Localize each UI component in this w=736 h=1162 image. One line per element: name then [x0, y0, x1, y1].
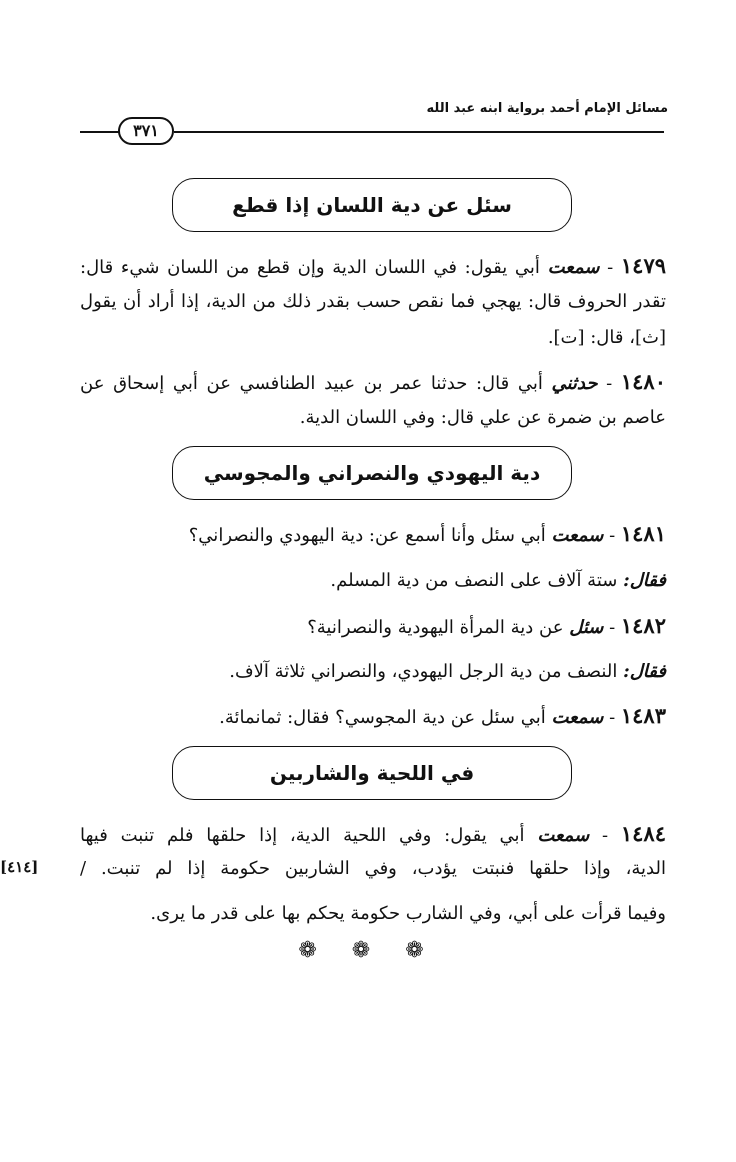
entry-lead: سمعت	[551, 525, 604, 546]
entry-text: أبي سئل وأنا أسمع عن: دية اليهودي والنصراني؟	[188, 525, 546, 546]
answer-text: النصف من دية الرجل اليهودي، والنصراني ثلاثة آلاف.	[229, 661, 618, 682]
dash: -	[589, 825, 621, 846]
entry-number: ١٤٨١	[620, 521, 666, 546]
entry-number: ١٤٨٣	[620, 703, 666, 728]
entry-lead: حدثني	[551, 373, 598, 394]
entry-number: ١٤٨٢	[620, 613, 666, 638]
section-title-jew-christian-magian: دية اليهودي والنصراني والمجوسي	[172, 446, 572, 500]
entry-text: أبي سئل عن دية المجوسي؟ فقال: ثمانمائة.	[219, 707, 546, 728]
entry-text: أبي قال: حدثنا عمر بن عبيد الطنافسي عن أبي إسحاق عن	[80, 373, 543, 394]
entry-1482-question	[307, 610, 666, 642]
section-title-beard-moustache: في اللحية والشاربين	[172, 746, 572, 800]
page-number: ٣٧١	[118, 117, 174, 145]
section-title-tongue: سئل عن دية اللسان إذا قطع	[172, 178, 572, 232]
entry-lead: سئل	[569, 617, 604, 638]
entry-lead: سمعت	[537, 825, 590, 846]
entry-text: عن دية المرأة اليهودية والنصرانية؟	[307, 617, 564, 638]
dash: -	[603, 707, 621, 728]
entry-lead: سمعت	[551, 707, 604, 728]
header-rule-right	[174, 131, 664, 133]
answer-lead: فقال:	[623, 661, 666, 682]
dash: -	[597, 373, 621, 394]
entry-1480-line-2: عاصم بن ضمرة عن علي قال: وفي اللسان الدية.	[299, 407, 666, 428]
ornament-divider: ❁ ❁ ❁	[298, 938, 438, 963]
entry-1482-answer	[229, 656, 666, 688]
entry-1480-line-1	[80, 366, 666, 398]
entry-number: ١٤٧٩	[620, 253, 667, 278]
entry-1484-line-3: وفيما قرأت على أبي، وفي الشارب حكومة يحكم بها على قدر ما يرى.	[150, 903, 666, 924]
margin-manuscript-folio: [٤١٤]	[0, 858, 39, 876]
entry-1479-line-3: [ث]، قال: [ت].	[547, 327, 666, 348]
running-title: مسائل الإمام أحمد برواية ابنه عبد الله	[426, 101, 668, 116]
entry-1479-line-2: تقدر الحروف قال: يهجي فما نقص حسب بقدر ذلك من الدية، إذا أراد أن يقول	[80, 291, 666, 312]
entry-1481-question	[189, 518, 666, 550]
entry-1484-line-1	[80, 818, 666, 850]
entry-1479-line-1	[80, 250, 666, 282]
entry-text: أبي يقول: في اللسان الدية وإن قطع من اللسان شيء قال:	[80, 257, 540, 278]
entry-text: أبي يقول: وفي اللحية الدية، إذا حلقها فلم تنبت فيها	[80, 825, 525, 846]
answer-text: ستة آلاف على النصف من دية المسلم.	[330, 570, 618, 591]
entry-1481-answer	[330, 565, 666, 597]
answer-lead: فقال:	[623, 570, 666, 591]
dash: -	[603, 617, 621, 638]
entry-lead: سمعت	[547, 257, 600, 278]
dash: -	[599, 257, 621, 278]
entry-1484-line-2: الدية، وإذا حلقها فنبتت يؤدب، وفي الشاربين حكومة إذا لم تنبت. /	[80, 858, 666, 879]
entry-number: ١٤٨٤	[620, 821, 666, 846]
entry-1483	[219, 700, 666, 732]
dash: -	[603, 525, 621, 546]
entry-number: ١٤٨٠	[620, 369, 666, 394]
header-rule-left	[80, 131, 120, 133]
